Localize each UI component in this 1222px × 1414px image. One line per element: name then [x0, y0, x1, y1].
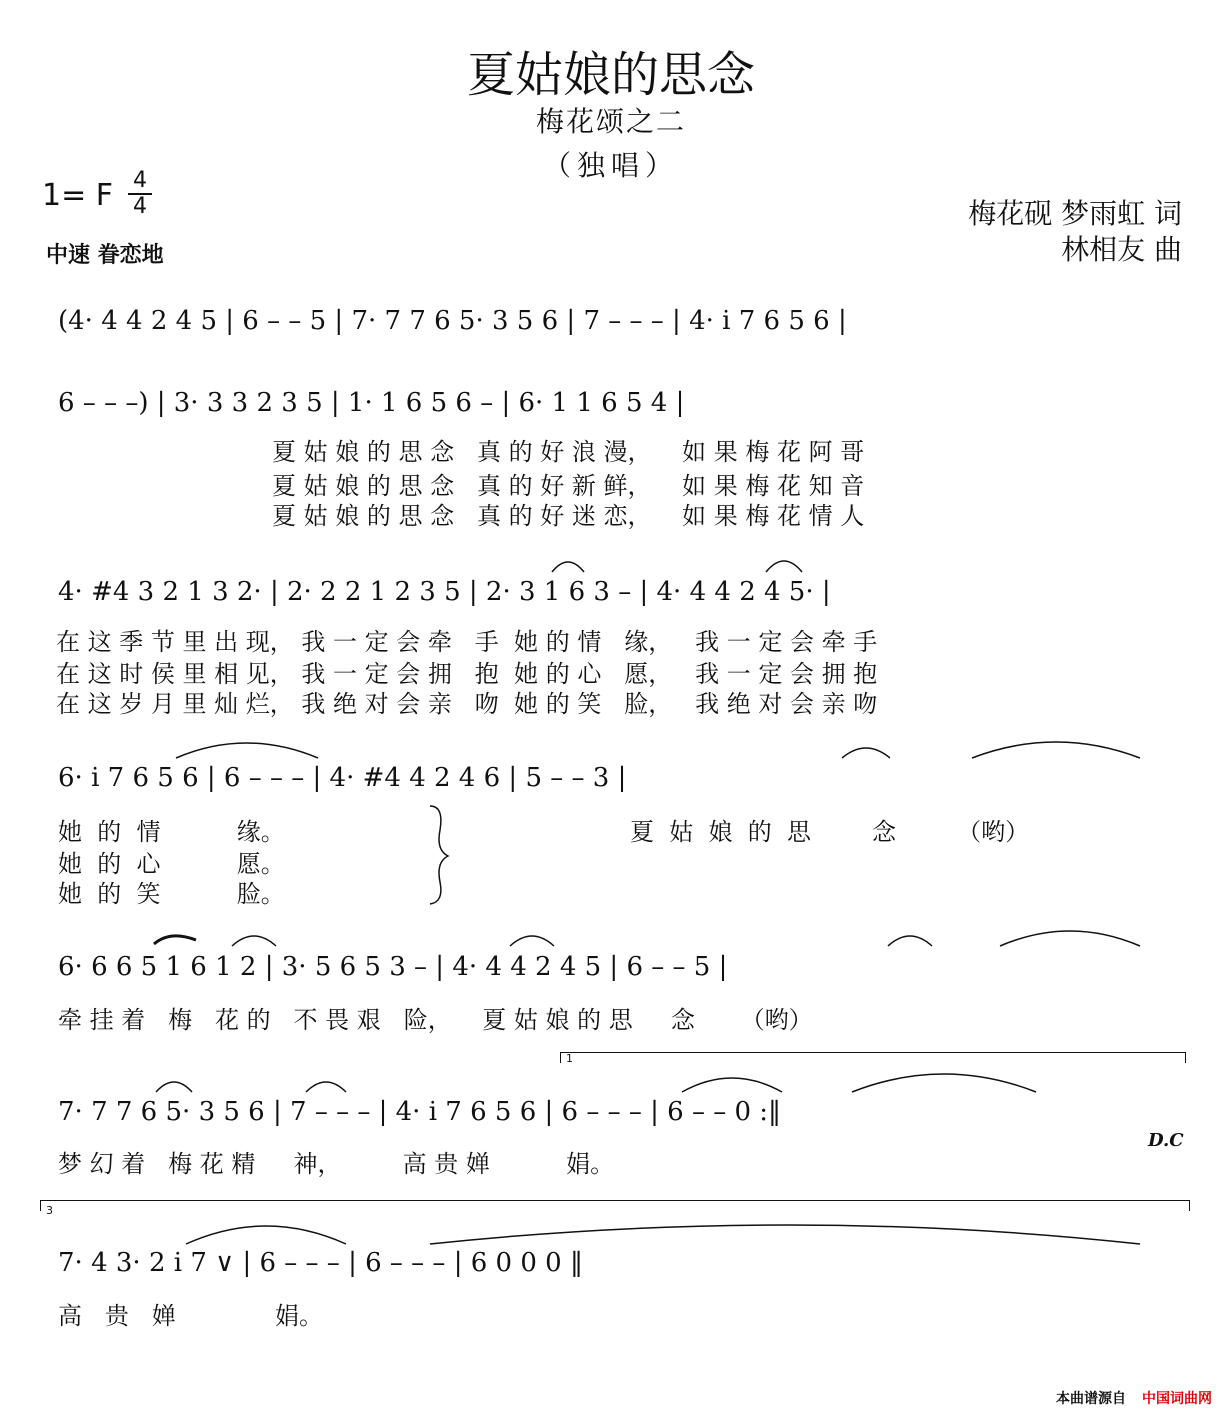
slur: [888, 936, 932, 946]
slur: [1000, 931, 1140, 946]
score-line-4: 6· i 7 6 5 6 | 6 – – – | 4· #4 4 2 4 6 | 5 – – 3 |: [58, 763, 627, 793]
footer: [1056, 1388, 1212, 1408]
slur: [156, 1082, 192, 1092]
score-line-6: 7· 7 7 6 5· 3 5 6 | 7 – – – | 4· i 7 6 5 6 | 6 – – – | 6 – – 0 :‖: [58, 1097, 782, 1127]
lyric-verse1-line4: 她 的 情 缘。: [58, 818, 285, 846]
slur: [186, 1226, 346, 1244]
footer-site-link[interactable]: 中国词曲网: [1142, 1391, 1212, 1407]
lyric-verse2-line3: 在 这 时 侯 里 相 见， 我 一 定 会 拥 抱 她 的 心 愿， 我 一 定 会 拥 抱: [56, 660, 878, 688]
composer: 林相友 曲: [1061, 233, 1182, 266]
slur: [306, 1082, 346, 1092]
lyric-verse3-line3: 在 这 岁 月 里 灿 烂， 我 绝 对 会 亲 吻 她 的 笑 脸， 我 绝 对 会 亲 吻: [56, 690, 878, 718]
song-subtitle: 梅花颂之二: [535, 105, 686, 138]
slur: [552, 562, 584, 572]
time-signature-top: 4: [133, 168, 147, 193]
slur: [232, 936, 276, 946]
lyric-verse2-line2: 夏 姑 娘 的 思 念 真 的 好 新 鲜， 如 果 梅 花 知 音: [272, 472, 865, 500]
slur: [852, 1074, 1036, 1092]
slur: [842, 748, 890, 758]
time-signature-bottom: 4: [133, 194, 147, 219]
slur: [430, 1225, 1140, 1244]
slur: [766, 561, 802, 572]
performance-form: （独唱）: [542, 149, 679, 182]
brace: [430, 806, 448, 904]
lyric-verse1-line2: 夏 姑 娘 的 思 念 真 的 好 浪 漫， 如 果 梅 花 阿 哥: [272, 438, 865, 466]
da-capo: D.C: [1148, 1130, 1184, 1151]
lyric-verse2-line4: 她 的 心 愿。: [58, 850, 285, 878]
score-line-7: 7· 4 3· 2 i 7 ∨ | 6 – – – | 6 – – – | 6 0 0 0 ‖: [58, 1248, 583, 1278]
lyric-refrain-line4: 夏 姑 娘 的 思 念 （哟）: [630, 818, 1030, 846]
lyric-line7: 高 贵 婵 娟。: [58, 1302, 323, 1330]
score-line-5: 6· 6 6 5 1 6 1 2 | 3· 5 6 5 3 – | 4· 4 4 2 4 5 | 6 – – 5 |: [58, 952, 728, 982]
lyric-line5: 牵 挂 着 梅 花 的 不 畏 艰 险， 夏 姑 娘 的 思 念 （哟）: [58, 1006, 813, 1034]
lyric-verse3-line2: 夏 姑 娘 的 思 念 真 的 好 迷 恋， 如 果 梅 花 情 人: [272, 502, 865, 530]
slur: [972, 742, 1140, 758]
tempo-marking: 中速 眷恋地: [46, 243, 164, 268]
volta-number-3: 3: [46, 1204, 53, 1217]
volta-number-1: 1: [566, 1052, 573, 1065]
lyric-verse3-line4: 她 的 笑 脸。: [58, 880, 285, 908]
score-line-3: 4· #4 3 2 1 3 2· | 2· 2 2 1 2 3 5 | 2· 3 1 6 3 – | 4· 4 4 2 4 5· |: [58, 577, 831, 607]
song-title: 夏姑娘的思念: [466, 47, 755, 103]
key-signature: 1= F: [42, 178, 114, 213]
slur: [682, 1078, 782, 1092]
lyric-verse1-line3: 在 这 季 节 里 出 现， 我 一 定 会 牵 手 她 的 情 缘， 我 一 定 会 牵 手: [56, 628, 878, 656]
slur: [510, 936, 554, 946]
lyric-line6: 梦 幻 着 梅 花 精 神， 高 贵 婵 娟。: [58, 1150, 615, 1178]
footer-source: 本曲谱源自: [1056, 1391, 1126, 1407]
score-line-1: (4· 4 4 2 4 5 | 6 – – 5 | 7· 7 7 6 5· 3 5 6 | 7 – – – | 4· i 7 6 5 6 |: [58, 306, 847, 336]
lyricist: 梅花砚 梦雨虹 词: [968, 197, 1182, 230]
score-line-2: 6 – – –) | 3· 3 3 2 3 5 | 1· 1 6 5 6 – | 6· 1 1 6 5 4 |: [58, 388, 685, 418]
slur: [176, 743, 318, 758]
slur: [154, 936, 196, 944]
